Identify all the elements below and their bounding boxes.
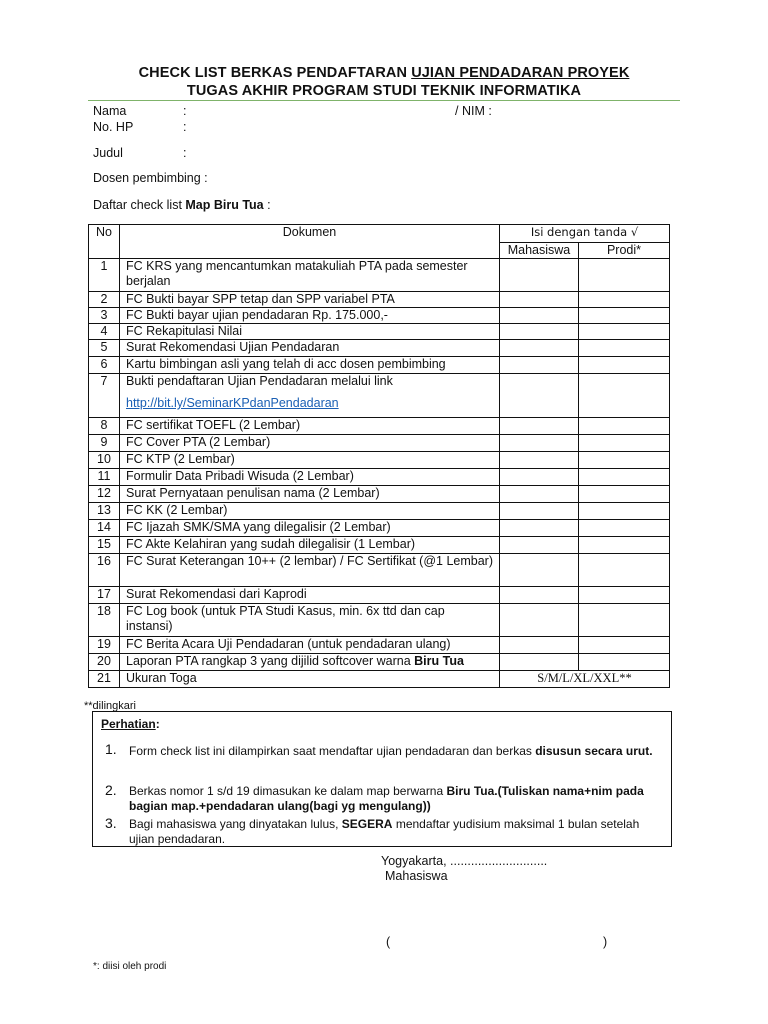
row-document-bold: Biru Tua bbox=[414, 654, 464, 668]
document-title bbox=[0, 64, 768, 100]
prodi-check-cell[interactable] bbox=[579, 486, 670, 503]
table-row bbox=[89, 637, 670, 654]
mahasiswa-check-cell[interactable] bbox=[500, 357, 579, 374]
row-document bbox=[120, 340, 500, 357]
row-number: 17 bbox=[89, 587, 120, 604]
row-document-text: FC Log book (untuk PTA Studi Kasus, min. 6x ttd dan cap instansi) bbox=[126, 604, 445, 633]
mahasiswa-check-cell[interactable] bbox=[500, 554, 579, 587]
prodi-check-cell[interactable] bbox=[579, 324, 670, 340]
nama-label: Nama bbox=[93, 104, 127, 118]
row-document bbox=[120, 259, 500, 292]
table-row bbox=[89, 469, 670, 486]
nim-label: / NIM : bbox=[455, 104, 492, 118]
row-number: 1 bbox=[89, 259, 120, 292]
prodi-check-cell[interactable] bbox=[579, 520, 670, 537]
prodi-check-cell[interactable] bbox=[579, 503, 670, 520]
row-number: 11 bbox=[89, 469, 120, 486]
title-line1-prefix: CHECK LIST BERKAS PENDAFTARAN bbox=[138, 65, 412, 81]
toga-sizes[interactable]: S/M/L/XL/XXL** bbox=[500, 671, 670, 688]
footnote-dilingkari: **dilingkari bbox=[84, 700, 136, 712]
prodi-check-cell[interactable] bbox=[579, 357, 670, 374]
row-document bbox=[120, 292, 500, 308]
row-document bbox=[120, 587, 500, 604]
row-document bbox=[120, 374, 500, 418]
judul-colon: : bbox=[183, 146, 187, 160]
table-row bbox=[89, 292, 670, 308]
prodi-check-cell[interactable] bbox=[579, 435, 670, 452]
row-document bbox=[120, 452, 500, 469]
table-row bbox=[89, 520, 670, 537]
footnote-prodi: *: diisi oleh prodi bbox=[93, 961, 167, 972]
prodi-check-cell[interactable] bbox=[579, 418, 670, 435]
signature-role: Mahasiswa bbox=[385, 869, 448, 883]
row-document-text: Surat Pernyataan penulisan nama (2 Lembar) bbox=[126, 486, 380, 500]
table-row bbox=[89, 357, 670, 374]
row-number: 20 bbox=[89, 654, 120, 671]
prodi-check-cell[interactable] bbox=[579, 604, 670, 637]
row-document bbox=[120, 654, 500, 671]
daftar-bold: Map Biru Tua bbox=[185, 198, 264, 212]
row-number: 3 bbox=[89, 308, 120, 324]
mahasiswa-check-cell[interactable] bbox=[500, 452, 579, 469]
row-document-text: Ukuran Toga bbox=[126, 671, 197, 685]
note-2-text bbox=[129, 784, 659, 814]
title-line1-underlined: UJIAN PENDADARAN PROYEK bbox=[411, 65, 630, 81]
table-row bbox=[89, 587, 670, 604]
table-row bbox=[89, 604, 670, 637]
row-document-text: FC Surat Keterangan 10++ (2 lembar) / FC Sertifikat (@1 Lembar) bbox=[126, 554, 494, 568]
mahasiswa-check-cell[interactable] bbox=[500, 503, 579, 520]
mahasiswa-check-cell[interactable] bbox=[500, 637, 579, 654]
table-row bbox=[89, 452, 670, 469]
place-date: Yogyakarta, ............................ bbox=[381, 854, 548, 868]
perhatian-colon: : bbox=[155, 717, 160, 731]
prodi-check-cell[interactable] bbox=[579, 587, 670, 604]
mahasiswa-check-cell[interactable] bbox=[500, 259, 579, 292]
prodi-check-cell[interactable] bbox=[579, 259, 670, 292]
row-document-text: Surat Rekomendasi dari Kaprodi bbox=[126, 587, 307, 601]
row-document-text: FC KTP (2 Lembar) bbox=[126, 452, 235, 466]
title-line2: TUGAS AKHIR PROGRAM STUDI TEKNIK INFORMATIKA bbox=[186, 83, 582, 99]
daftar-checklist-label bbox=[93, 198, 271, 212]
judul-label: Judul bbox=[93, 146, 123, 160]
row-document bbox=[120, 503, 500, 520]
mahasiswa-check-cell[interactable] bbox=[500, 469, 579, 486]
table-row bbox=[89, 435, 670, 452]
row-document bbox=[120, 537, 500, 554]
note-1-number: 1. bbox=[105, 741, 117, 757]
row-number: 12 bbox=[89, 486, 120, 503]
row-document bbox=[120, 637, 500, 654]
row-number: 18 bbox=[89, 604, 120, 637]
mahasiswa-check-cell[interactable] bbox=[500, 486, 579, 503]
table-row bbox=[89, 340, 670, 357]
prodi-check-cell[interactable] bbox=[579, 374, 670, 418]
table-row bbox=[89, 503, 670, 520]
note-1-text bbox=[129, 744, 659, 759]
row-document bbox=[120, 554, 500, 587]
row-number: 14 bbox=[89, 520, 120, 537]
row-document-text: FC Rekapitulasi Nilai bbox=[126, 324, 243, 338]
prodi-check-cell[interactable] bbox=[579, 452, 670, 469]
row-document bbox=[120, 357, 500, 374]
row-number: 16 bbox=[89, 554, 120, 587]
row-number: 4 bbox=[89, 324, 120, 340]
perhatian-heading bbox=[101, 717, 160, 731]
prodi-check-cell[interactable] bbox=[579, 554, 670, 587]
row-document bbox=[120, 435, 500, 452]
prodi-check-cell[interactable] bbox=[579, 340, 670, 357]
row-document-text: FC Bukti bayar SPP tetap dan SPP variabel PTA bbox=[126, 292, 395, 306]
prodi-check-cell[interactable] bbox=[579, 654, 670, 671]
note-3-number: 3. bbox=[105, 815, 117, 831]
mahasiswa-check-cell[interactable] bbox=[500, 374, 579, 418]
header-dokumen: Dokumen bbox=[120, 225, 500, 259]
daftar-suffix: : bbox=[263, 198, 271, 212]
row-document-text: Formulir Data Pribadi Wisuda (2 Lembar) bbox=[126, 469, 354, 483]
note-3-plain: Bagi mahasiswa yang dinyatakan lulus, bbox=[129, 817, 342, 831]
table-row bbox=[89, 418, 670, 435]
row-number: 9 bbox=[89, 435, 120, 452]
mahasiswa-check-cell[interactable] bbox=[500, 654, 579, 671]
mahasiswa-check-cell[interactable] bbox=[500, 340, 579, 357]
row-document-text: FC Ijazah SMK/SMA yang dilegalisir (2 Lembar) bbox=[126, 520, 391, 534]
row-number: 6 bbox=[89, 357, 120, 374]
mahasiswa-check-cell[interactable] bbox=[500, 587, 579, 604]
note-3-plain-2: mendaftar yudisium maksimal 1 bulan setelah ujian pendadaran. bbox=[129, 817, 640, 846]
note-2-number: 2. bbox=[105, 782, 117, 798]
mahasiswa-check-cell[interactable] bbox=[500, 604, 579, 637]
row-number: 2 bbox=[89, 292, 120, 308]
hp-label: No. HP bbox=[93, 120, 134, 134]
header-prodi: Prodi* bbox=[579, 243, 670, 259]
row-document bbox=[120, 324, 500, 340]
row-number: 13 bbox=[89, 503, 120, 520]
registration-link[interactable]: http://bit.ly/SeminarKPdanPendadaran bbox=[126, 396, 339, 410]
row-document-text: Kartu bimbingan asli yang telah di acc dosen pembimbing bbox=[126, 357, 446, 371]
row-document-text: FC KRS yang mencantumkan matakuliah PTA pada semester berjalan bbox=[126, 259, 468, 288]
checklist-table bbox=[88, 224, 670, 688]
note-1-plain: Form check list ini dilampirkan saat mendaftar ujian pendadaran dan berkas bbox=[129, 744, 536, 758]
signature-open-paren: ( bbox=[386, 935, 391, 949]
row-number: 7 bbox=[89, 374, 120, 418]
row-document bbox=[120, 604, 500, 637]
mahasiswa-check-cell[interactable] bbox=[500, 308, 579, 324]
row-number: 21 bbox=[89, 671, 120, 688]
table-row bbox=[89, 374, 670, 418]
table-row bbox=[89, 537, 670, 554]
note-2-plain: Berkas nomor 1 s/d 19 dimasukan ke dalam map berwarna bbox=[129, 784, 447, 798]
mahasiswa-check-cell[interactable] bbox=[500, 520, 579, 537]
title-divider bbox=[88, 100, 680, 101]
prodi-check-cell[interactable] bbox=[579, 292, 670, 308]
prodi-check-cell[interactable] bbox=[579, 537, 670, 554]
table-row bbox=[89, 308, 670, 324]
prodi-check-cell[interactable] bbox=[579, 308, 670, 324]
row-document bbox=[120, 418, 500, 435]
nama-colon: : bbox=[183, 104, 187, 118]
row-document-text: Bukti pendaftaran Ujian Pendadaran melalui link bbox=[126, 374, 393, 388]
note-3-text bbox=[129, 817, 659, 847]
header-no: No bbox=[89, 225, 120, 259]
mahasiswa-check-cell[interactable] bbox=[500, 537, 579, 554]
mahasiswa-check-cell[interactable] bbox=[500, 435, 579, 452]
perhatian-label: Perhatian bbox=[101, 717, 156, 731]
note-1-bold: disusun secara urut. bbox=[535, 744, 653, 758]
table-row bbox=[89, 259, 670, 292]
row-number: 10 bbox=[89, 452, 120, 469]
row-document-text: FC Bukti bayar ujian pendadaran Rp. 175.000,- bbox=[126, 308, 388, 322]
table-row bbox=[89, 486, 670, 503]
row-document-text: Laporan PTA rangkap 3 yang dijilid softcover warna bbox=[126, 654, 415, 668]
table-row bbox=[89, 654, 670, 671]
row-document-text: FC KK (2 Lembar) bbox=[126, 503, 228, 517]
table-row bbox=[89, 324, 670, 340]
row-document bbox=[120, 308, 500, 324]
row-number: 8 bbox=[89, 418, 120, 435]
row-number: 19 bbox=[89, 637, 120, 654]
row-document-text: FC Akte Kelahiran yang sudah dilegalisir (1 Lembar) bbox=[126, 537, 416, 551]
row-document-text: FC sertifikat TOEFL (2 Lembar) bbox=[126, 418, 301, 432]
dosen-label: Dosen pembimbing : bbox=[93, 171, 208, 185]
row-document-text: FC Berita Acara Uji Pendadaran (untuk pendadaran ulang) bbox=[126, 637, 451, 651]
row-document bbox=[120, 671, 500, 688]
row-document-text: Surat Rekomendasi Ujian Pendadaran bbox=[126, 340, 340, 354]
row-number: 5 bbox=[89, 340, 120, 357]
row-document bbox=[120, 469, 500, 486]
hp-colon: : bbox=[183, 120, 187, 134]
prodi-check-cell[interactable] bbox=[579, 637, 670, 654]
table-row bbox=[89, 671, 670, 688]
mahasiswa-check-cell[interactable] bbox=[500, 324, 579, 340]
row-document bbox=[120, 520, 500, 537]
daftar-prefix: Daftar check list bbox=[93, 198, 186, 212]
row-number: 15 bbox=[89, 537, 120, 554]
signature-close-paren: ) bbox=[603, 935, 608, 949]
row-document bbox=[120, 486, 500, 503]
header-isi: Isi dengan tanda √ bbox=[500, 225, 670, 243]
header-mahasiswa: Mahasiswa bbox=[500, 243, 579, 259]
table-row bbox=[89, 554, 670, 587]
perhatian-box bbox=[92, 711, 672, 847]
prodi-check-cell[interactable] bbox=[579, 469, 670, 486]
row-document-text: FC Cover PTA (2 Lembar) bbox=[126, 435, 271, 449]
mahasiswa-check-cell[interactable] bbox=[500, 418, 579, 435]
note-2-bold: Biru Tua.(Tuliskan nama+nim pada bagian map.+pendadaran ulang(bagi yg mengulang)) bbox=[129, 784, 644, 813]
mahasiswa-check-cell[interactable] bbox=[500, 292, 579, 308]
note-3-bold: SEGERA bbox=[341, 817, 393, 831]
